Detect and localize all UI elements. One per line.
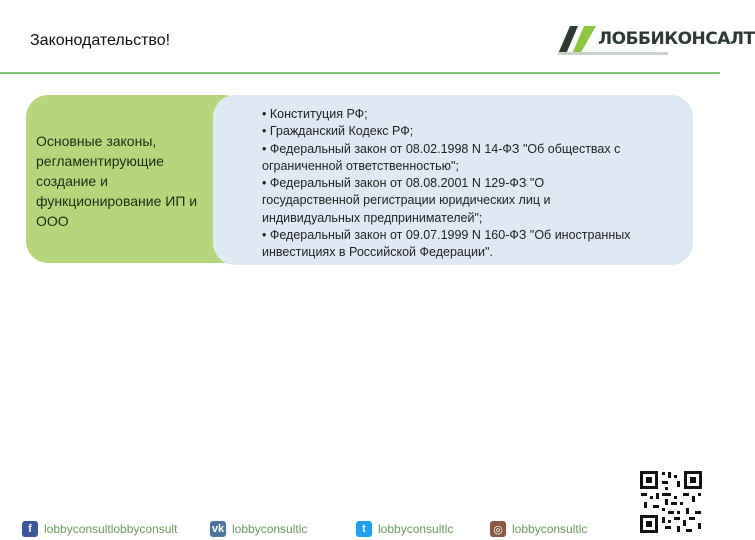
vk-label: lobbyconsultlc — [232, 522, 308, 536]
law-item: • Федеральный закон от 08.08.2001 N 129-ФЗ "О — [262, 176, 545, 191]
law-item-continuation: инвестициях в Российской Федерации". — [262, 245, 493, 260]
law-item: • Конституция РФ; — [262, 107, 368, 121]
twitter-link[interactable] — [356, 520, 453, 538]
laws-heading-text: Основные законы, регламентирующие создание и функционирование ИП и ООО — [36, 133, 198, 229]
qr-code-icon[interactable] — [638, 469, 704, 535]
page-title: Законодательство! — [30, 32, 171, 49]
brand-name: ЛОББИКОНСАЛТ — [598, 29, 755, 49]
law-item-continuation: ограниченной ответственностью"; — [262, 158, 459, 173]
facebook-icon: f — [22, 521, 38, 537]
vk-link[interactable] — [210, 520, 307, 538]
law-item-continuation: государственной регистрации юридических лиц и — [262, 193, 551, 208]
brand-logo[interactable] — [556, 22, 755, 58]
instagram-icon: ◎ — [490, 521, 506, 537]
header-divider — [0, 72, 720, 74]
instagram-link[interactable] — [490, 520, 587, 538]
vk-icon: vk — [211, 523, 225, 535]
laws-list — [262, 106, 686, 262]
law-item-continuation: индивидуальных предпринимателей"; — [262, 210, 483, 225]
law-item: • Гражданский Кодекс РФ; — [262, 124, 414, 139]
twitter-label: lobbyconsultlc — [378, 522, 454, 536]
twitter-icon: t — [356, 521, 372, 537]
law-item: • Федеральный закон от 09.07.1999 N 160-ФЗ "Об иностранных — [262, 228, 631, 243]
logo-underline — [558, 52, 668, 56]
facebook-link[interactable] — [22, 520, 177, 538]
facebook-label: lobbyconsultlobbyconsult — [44, 522, 178, 536]
law-item: • Федеральный закон от 08.02.1998 N 14-ФЗ "Об обществах с — [262, 141, 621, 156]
instagram-label: lobbyconsultlc — [512, 522, 588, 536]
